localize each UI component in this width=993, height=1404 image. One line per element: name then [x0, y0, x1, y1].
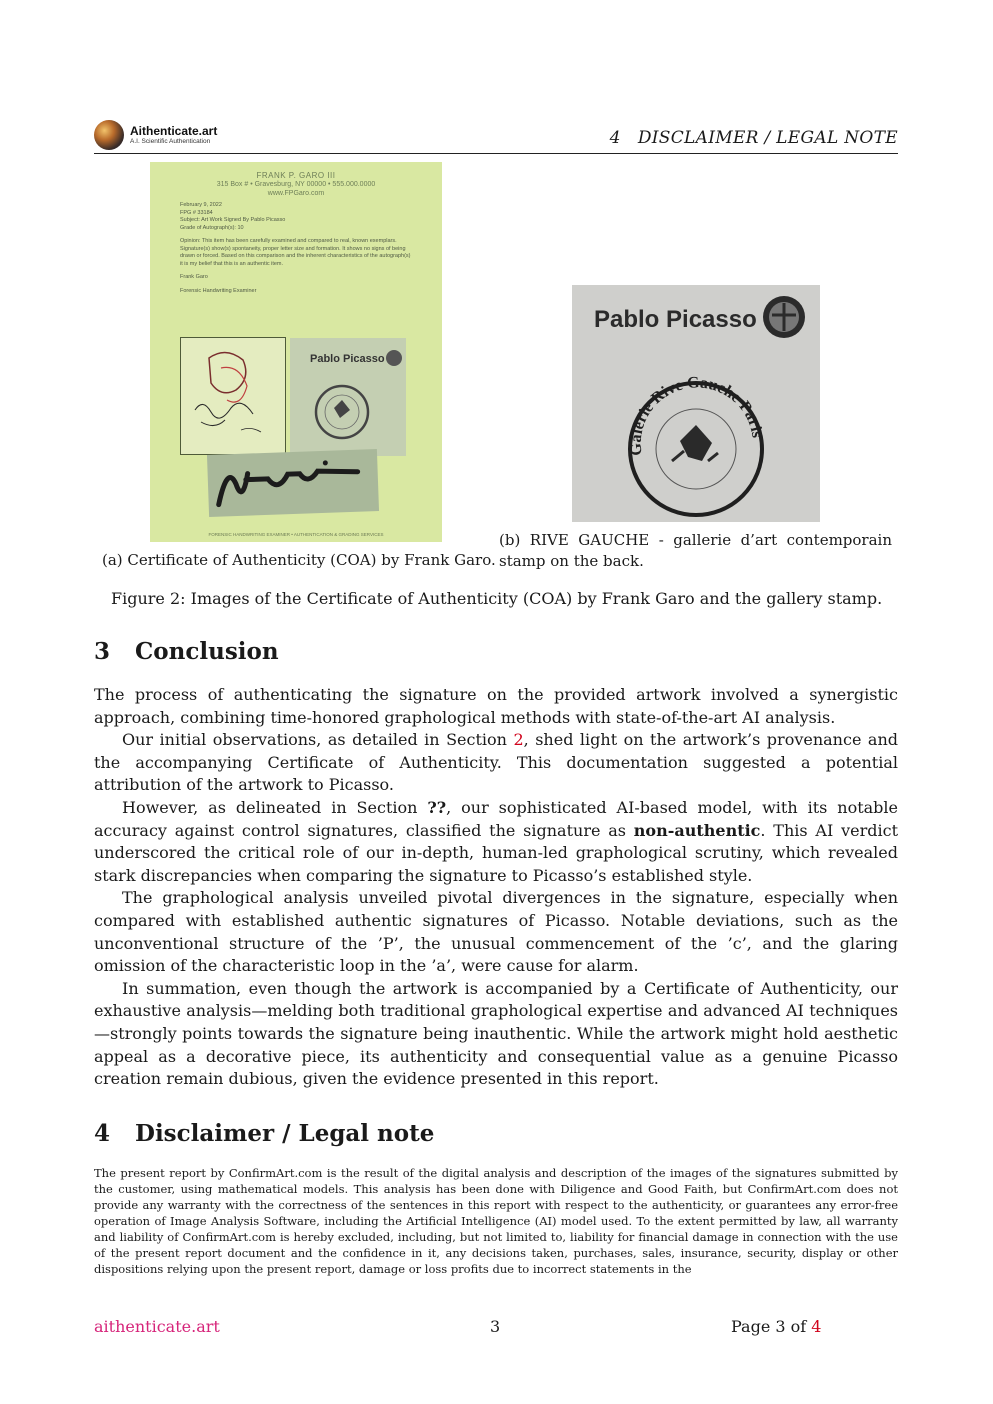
coa-artwork-photo	[180, 337, 286, 455]
gallery-stamp-image	[572, 285, 820, 522]
conclusion-paragraph-3: However, as delineated in Section ??, our sophisticated AI-based model, with its notable accuracy against control signatures, classified the signature as non-authentic. This AI verdict underscored the critical role of our in-depth, human-led graphological scrutiny, which revealed stark discrepancies when comparing the signature to Picasso’s established style.	[94, 797, 899, 885]
footer-page-number: 3	[490, 1317, 501, 1336]
subfigure-a-caption: (a) Certificate of Authenticity (COA) by Frank Garo.	[102, 551, 496, 569]
coa-signer-title: Forensic Handwriting Examiner	[180, 287, 257, 294]
conclusion-paragraph-1: The process of authenticating the signature on the provided artwork involved a synergistic approach, combining time-honored graphological methods with state-of-the-art AI analysis.	[94, 685, 898, 727]
subfigure-b-caption: (b) RIVE GAUCHE - gallerie d’art contemporain stamp on the back.	[499, 531, 892, 570]
footer-page-count: Page 3 of 4	[731, 1317, 822, 1336]
logo-icon	[94, 120, 124, 150]
coa-address: 315 Box # • Gravesburg, NY 00000 • 555.000.0000	[216, 181, 376, 188]
stamp-ring-text: Galerie Rive Gauche Paris	[627, 374, 766, 457]
logo-tagline: A.I. Scientific Authentication	[130, 137, 211, 145]
conclusion-paragraph-5: In summation, even though the artwork is accompanied by a Certificate of Authenticity, our exhaustive analysis—melding both traditional graphological expertise and advanced AI techniques—strongly points towards the signature being inauthentic. While the artwork might hold aesthetic appeal as a decorative piece, its authenticity and consequential value as a genuine Picasso creation remain dubious, given the evidence presented in this report.	[94, 978, 898, 1089]
section-link[interactable]: 2	[513, 730, 524, 750]
aithenticate-logo	[94, 120, 217, 150]
coa-name: FRANK P. GARO III	[256, 171, 336, 180]
broken-section-ref: ??	[427, 797, 447, 817]
section-number: 4	[94, 1120, 111, 1147]
coa-number: FPG # 33184	[180, 209, 213, 216]
coa-stamp-card	[290, 338, 406, 456]
page-header	[94, 118, 898, 154]
coa-grade: Grade of Autograph(s): 10	[180, 224, 244, 231]
disclaimer-text: The present report by ConfirmArt.com is the result of the digital analysis and description of the images of the signatures submitted by the customer, using mathematical models. This analysis has been done with Diligence and Good Faith, but ConfirmArt.com does not provide any warranty with the correctness of the sentences in this report with respect to the authenticity, or guarantees any error-free operation of Image Analysis Software, including the Artificial Intelligence (AI) model used. To the extent permitted by law, all warranty and liability of ConfirmArt.com is hereby excluded, including, but not limited to, liability for financial damage in connection with the use of the present report document and the confidence in it, any decisions taken, purchases, sales, insurance, security, display or other dispositions relying upon the present report, damage or loss profits due to incorrect statements in the	[94, 1166, 898, 1276]
running-title: 4 DISCLAIMER / LEGAL NOTE	[609, 128, 898, 148]
coa-footer: FORENSIC HANDWRITING EXAMINER • AUTHENTICATION & GRADING SERVICES	[208, 532, 384, 537]
coa-image	[150, 162, 442, 542]
stamp-printed-name: Pablo Picasso	[594, 306, 757, 333]
coa-signer: Frank Garo	[180, 274, 208, 280]
verdict: non-authentic	[633, 820, 761, 840]
coa-web: www.FPGaro.com	[267, 190, 325, 197]
conclusion-paragraph-4: The graphological analysis unveiled pivotal divergences in the signature, especially when compared with established authentic signatures of Picasso. Notable deviations, such as the unconventional structure of the ’P’, the unusual commencement of the ’c’, and the glaring omission of the characteristic loop in the ’a’, were cause for alarm.	[94, 888, 898, 976]
conclusion-body	[94, 684, 898, 1091]
coa-card-label: Pablo Picasso	[310, 353, 385, 365]
section-heading-disclaimer	[94, 1120, 434, 1147]
section-heading-conclusion	[94, 638, 279, 665]
coa-subject: Subject: Art Work Signed By Pablo Picasso	[180, 217, 286, 223]
section-title: Conclusion	[135, 638, 279, 665]
footer-site-link[interactable]: aithenticate.art	[94, 1317, 220, 1336]
last-page-link[interactable]: 4	[811, 1317, 822, 1336]
coa-opinion: Opinion: This item has been carefully examined and compared to real, known exemplars. Signature(s) show(s) spontaneity, proper letter size and formation. It shows no signs of being drawn or forced. Based on this comparison and the inherent characteristics of the autograph(s) it is my belief that this is an authentic item.	[180, 238, 411, 267]
coa-signature-photo	[207, 449, 379, 517]
section-number: 3	[94, 638, 111, 665]
section-title: Disclaimer / Legal note	[135, 1120, 435, 1147]
coa-date: February 9, 2022	[180, 202, 222, 208]
logo-name: Aithenticate.art	[130, 123, 218, 138]
figure-caption: Figure 2: Images of the Certificate of Authenticity (COA) by Frank Garo and the gallery stamp.	[111, 589, 883, 608]
conclusion-paragraph-2: Our initial observations, as detailed in Section 2, shed light on the artwork’s provenance and the accompanying Certificate of Authenticity. This documentation suggested a potential attribution of the artwork to Picasso.	[94, 730, 898, 795]
